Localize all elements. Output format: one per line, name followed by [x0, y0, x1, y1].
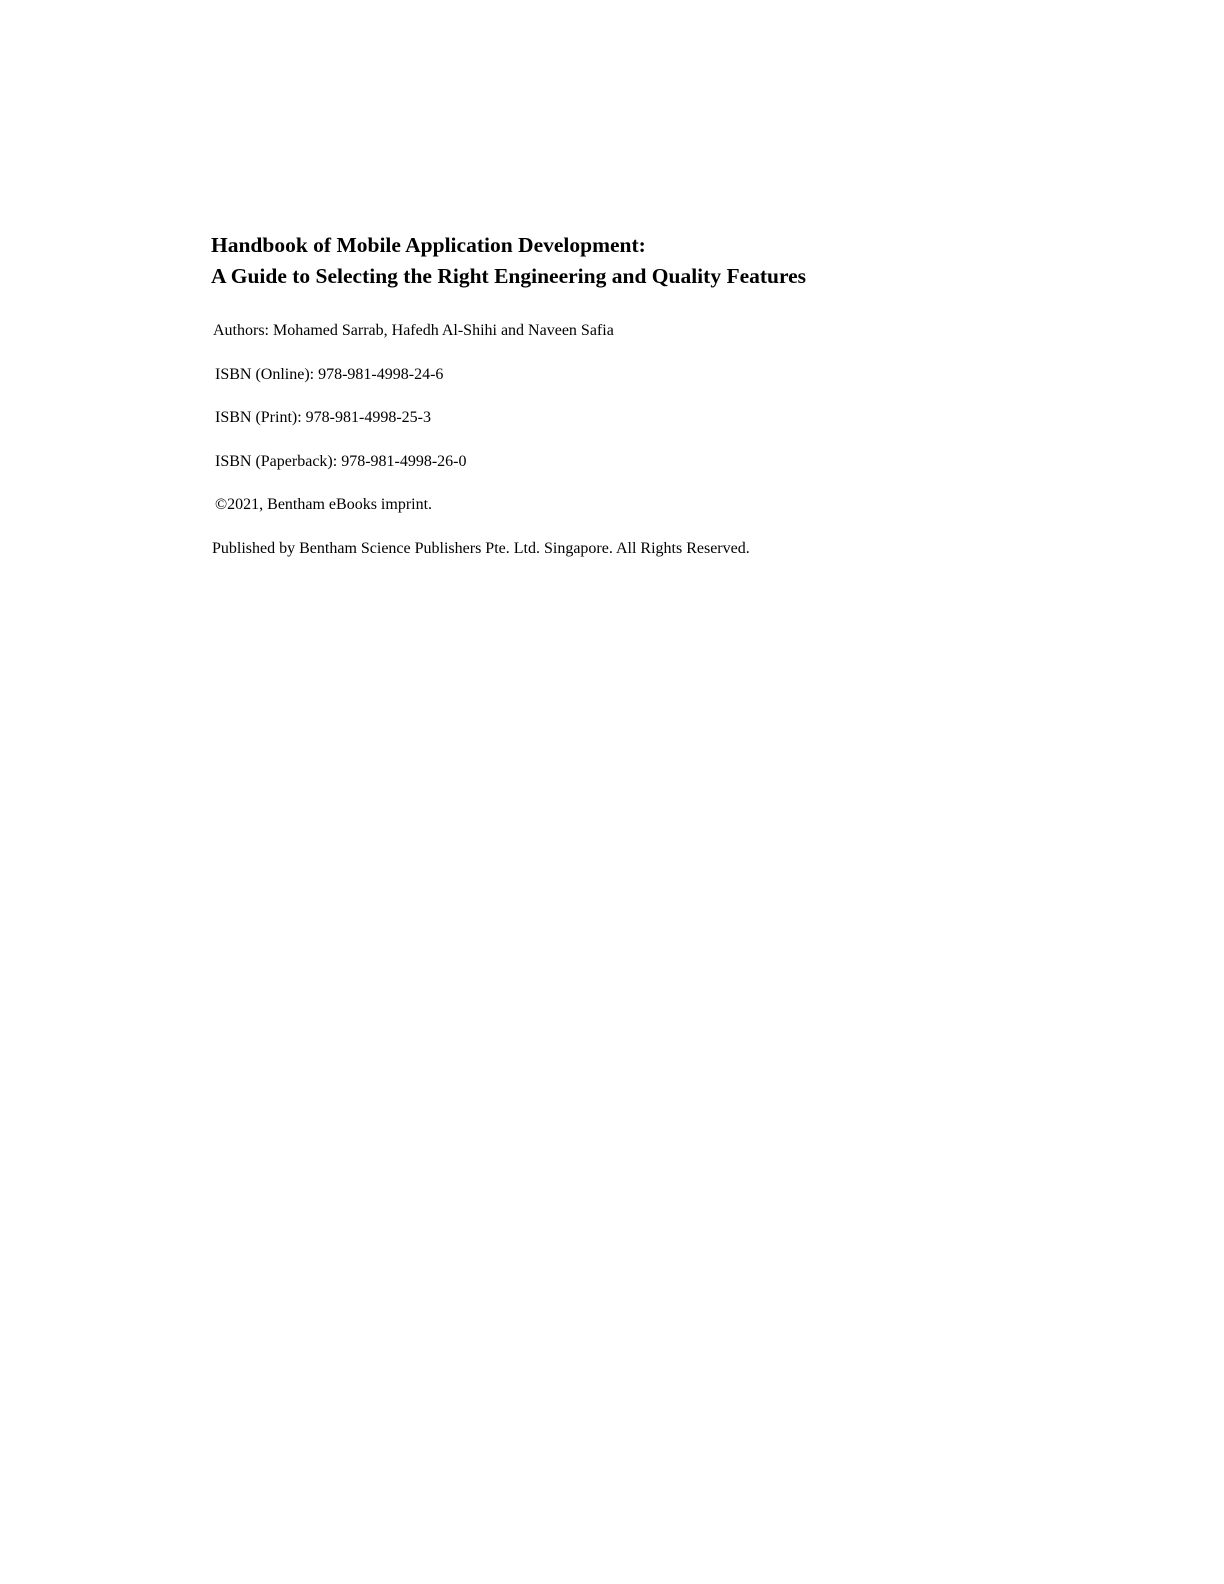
isbn-paperback-line: ISBN (Paperback): 978-981-4998-26-0: [215, 453, 467, 470]
authors-line: Authors: Mohamed Sarrab, Hafedh Al-Shihi and Naveen Safia: [213, 322, 614, 339]
copyright-line: ©2021, Bentham eBooks imprint.: [215, 496, 433, 513]
publisher-line: Published by Bentham Science Publishers Pte. Ltd. Singapore. All Rights Reserved.: [212, 540, 750, 557]
book-title-line-1: Handbook of Mobile Application Development:: [211, 233, 646, 257]
book-title-line-2: A Guide to Selecting the Right Engineering and Quality Features: [211, 264, 807, 288]
isbn-online-line: ISBN (Online): 978-981-4998-24-6: [215, 366, 444, 383]
book-title: [211, 230, 1011, 292]
isbn-print-line: ISBN (Print): 978-981-4998-25-3: [215, 409, 431, 426]
